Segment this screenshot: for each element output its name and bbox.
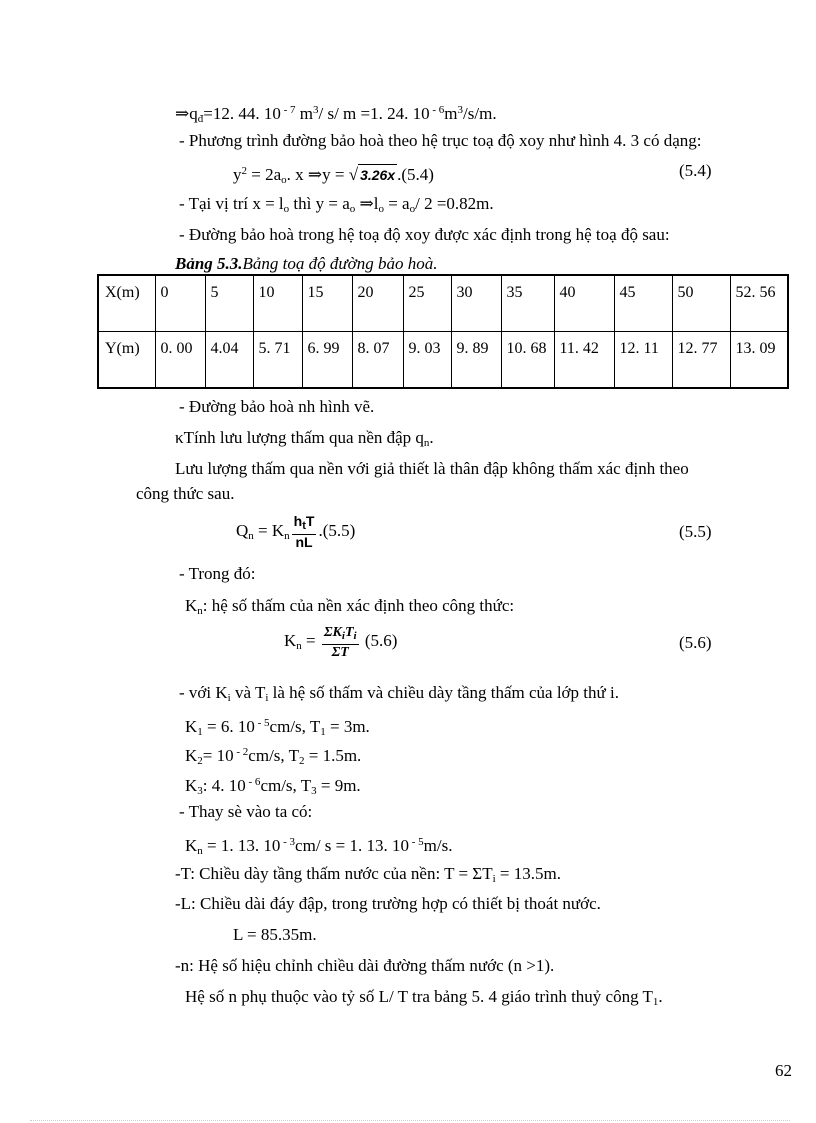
table-cell: 10. 68 — [501, 332, 554, 389]
substitute-label: - Thay sè vào ta có: — [179, 802, 313, 821]
paragraph-saturation-equation: - Phương trình đường bảo hoà theo hệ trục toạ độ xoy như hình 4. 3 có dạng: — [179, 131, 702, 150]
equation-number-5-4: (5.4) — [679, 161, 712, 180]
paragraph-seepage-l1: Lưu lượng thấm qua nền với giả thiết là thân đập không thấm xác định theo — [175, 459, 689, 478]
equation-number-5-6: (5.6) — [679, 633, 712, 652]
table-cell: 50 — [672, 275, 730, 332]
layer-2-values: $K_2= 10$ $^{- 2}$cm/s, $T_2 = 1.5m$. — [185, 746, 362, 767]
table-cell: 5 — [205, 275, 253, 332]
table-cell: 9. 89 — [451, 332, 501, 389]
table-cell: 9. 03 — [403, 332, 451, 389]
qd-result: $\Rightarrow q_đ=12$. 44. 10 $^{- 7}$ $m^3/$ s/ m =1. 24. 10 $^{- 6}m^3/s/m$. — [175, 104, 497, 125]
table-header-y: Y(m) — [98, 332, 155, 389]
equation-5-5: $Q_n = K_n$ $\frac{h_tT}{nL}$ .(5.5) — [236, 513, 356, 551]
table-cell: 11. 42 — [554, 332, 614, 389]
table-cell: 52. 56 — [730, 275, 788, 332]
table-row-x — [98, 275, 788, 332]
table-cell: 13. 09 — [730, 332, 788, 389]
table-cell: 20 — [352, 275, 403, 332]
t-definition: -T: Chiều dày tầng thấm nước của nền: $T = \Sigma T_i = 13.5m$. — [175, 864, 561, 885]
paragraph-saturation-line-figure: - Đường bảo hoà nh hình vẽ. — [179, 397, 375, 416]
table-cell: 35 — [501, 275, 554, 332]
page-number: 62 — [775, 1061, 792, 1080]
table-caption: Bảng 5.3.Bảng toạ độ đường bảo hoà. — [175, 254, 438, 273]
equation-5-6: $K_n$ = $\frac{\Sigma K_iT_i}{\Sigma T}$ (5.6) — [284, 624, 398, 660]
table-cell: 30 — [451, 275, 501, 332]
table-cell: 5. 71 — [253, 332, 302, 389]
table-cell: 6. 99 — [302, 332, 352, 389]
table-cell: 45 — [614, 275, 672, 332]
table-cell: 0. 00 — [155, 332, 205, 389]
n-definition: -n: Hệ số hiệu chỉnh chiều dài đường thấm nước (n >1). — [175, 956, 555, 975]
table-cell: 4.04 — [205, 332, 253, 389]
table-cell: 12. 77 — [672, 332, 730, 389]
coordinates-table — [97, 274, 789, 389]
section-heading-seepage: κTính lưu lượng thấm qua nền đập $q_n$. — [175, 428, 434, 449]
table-cell: 15 — [302, 275, 352, 332]
table-cell: 25 — [403, 275, 451, 332]
table-cell: 8. 07 — [352, 332, 403, 389]
paragraph-coordinates-intro: - Đường bảo hoà trong hệ toạ độ xoy được xác định trong hệ toạ độ sau: — [179, 225, 670, 244]
kn-result: $K_n = 1$. 13. 10 $^{- 3}$cm/ s = 1. 13. 10 $^{- 5}$m/s. — [185, 836, 453, 857]
layer-1-values: $K_1 = 6$. 10 $^{- 5}$cm/s, $T_1 = 3m$. — [185, 717, 370, 738]
page-bottom-rule — [30, 1120, 790, 1121]
table-row-y — [98, 332, 788, 389]
table-cell: 40 — [554, 275, 614, 332]
equation-number-5-5: (5.5) — [679, 522, 712, 541]
trong-do-label: - Trong đó: — [179, 564, 256, 583]
kn-definition: $K_n$: hệ số thấm của nền xác định theo công thức: — [185, 596, 515, 617]
fraction-sumkt-sumt: $\frac{\Sigma K_iT_i}{\Sigma T}$ — [323, 624, 357, 660]
layer-3-values: $K_3$: 4. 10 $^{- 6}$cm/s, $T_3 = 9m$. — [185, 776, 361, 797]
l-value: L = 85.35m. — [233, 925, 317, 944]
n-coefficient-note: Hệ số n phụ thuộc vào tỷ số L/ T tra bảng 5. 4 giáo trình thuỷ công $T_1$. — [185, 987, 663, 1008]
l-definition: -L: Chiều dài đáy đập, trong trường hợp có thiết bị thoát nước. — [175, 894, 601, 913]
paragraph-ki-ti: - với $K_i$ và $T_i$ là hệ số thấm và chiều dày tầng thấm của lớp thứ i. — [179, 683, 619, 704]
table-cell: 12. 11 — [614, 332, 672, 389]
paragraph-seepage-l2: công thức sau. — [136, 484, 235, 503]
equation-5-4: $y^2 = 2a_o$. x ⇒y = √ 3.26x .(5.4) — [233, 165, 434, 186]
paragraph-position-lo: - Tại vị trí $x = l_o$ thì $y = a_o$ $\Rightarrow l_o = a_o/$ 2 =0.82m. — [179, 194, 494, 215]
table-cell: 0 — [155, 275, 205, 332]
fraction-ht-nl: $\frac{h_tT}{nL}$ — [293, 513, 315, 551]
table-cell: 10 — [253, 275, 302, 332]
table-header-x: X(m) — [98, 275, 155, 332]
